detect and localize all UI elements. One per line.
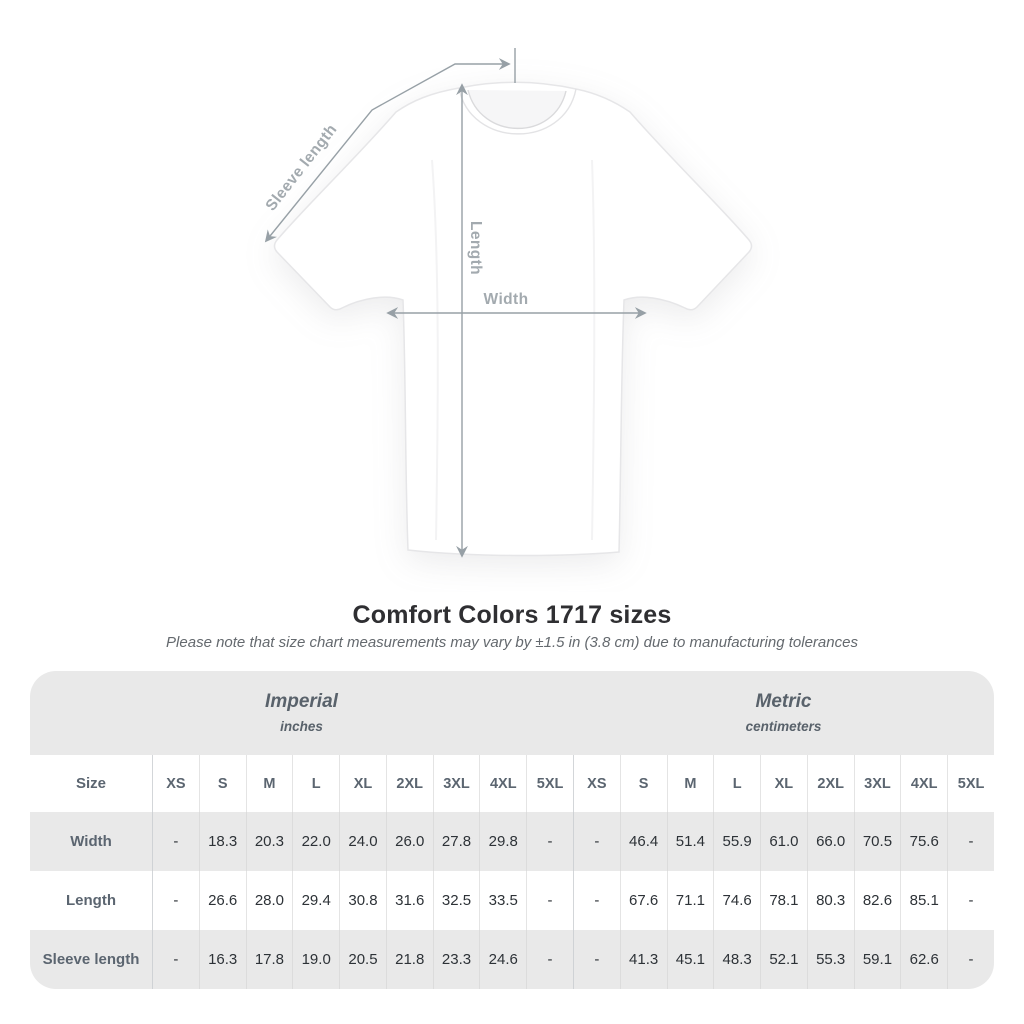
value-cell: 41.3: [620, 930, 667, 989]
value-cell: 78.1: [760, 871, 807, 930]
value-cell: -: [152, 930, 199, 989]
value-cell: 23.3: [433, 930, 480, 989]
value-cell: -: [152, 871, 199, 930]
tolerance-note: Please note that size chart measurements may vary by ±1.5 in (3.8 cm) due to manufacturing tolerances: [166, 634, 858, 651]
size-col-header-imperial-4xl: 4XL: [479, 755, 526, 812]
value-cell: -: [526, 812, 573, 871]
value-cell: 82.6: [854, 871, 901, 930]
value-cell: 70.5: [854, 812, 901, 871]
value-cell: 66.0: [807, 812, 854, 871]
imperial-label: Imperial: [265, 690, 338, 712]
value-cell: 48.3: [713, 930, 760, 989]
value-cell: 21.8: [386, 930, 433, 989]
value-cell: 30.8: [339, 871, 386, 930]
value-cell: 16.3: [199, 930, 246, 989]
value-cell: 80.3: [807, 871, 854, 930]
value-cell: 22.0: [292, 812, 339, 871]
row-label: Sleeve length: [30, 930, 152, 989]
table-row-length: [30, 871, 994, 930]
value-cell: 74.6: [713, 871, 760, 930]
imperial-group-header: [30, 671, 573, 755]
value-cell: 24.6: [479, 930, 526, 989]
value-cell: 52.1: [760, 930, 807, 989]
size-col-header-imperial-xs: XS: [152, 755, 199, 812]
value-cell: 33.5: [479, 871, 526, 930]
value-cell: 51.4: [667, 812, 714, 871]
value-cell: 20.3: [246, 812, 293, 871]
size-header-row: [30, 755, 994, 812]
table-row-sleeve-length: [30, 930, 994, 989]
value-cell: -: [573, 871, 620, 930]
value-cell: 61.0: [760, 812, 807, 871]
size-col-header-metric-2xl: 2XL: [807, 755, 854, 812]
measurement-rows: [30, 812, 994, 989]
page-title: Comfort Colors 1717 sizes: [352, 601, 672, 629]
row-label: Width: [30, 812, 152, 871]
row-label: Length: [30, 871, 152, 930]
size-col-header-imperial-m: M: [246, 755, 293, 812]
unit-group-row: [30, 671, 994, 755]
size-table: [30, 671, 994, 989]
value-cell: 24.0: [339, 812, 386, 871]
value-cell: 26.6: [199, 871, 246, 930]
value-cell: 28.0: [246, 871, 293, 930]
value-cell: 31.6: [386, 871, 433, 930]
value-cell: 17.8: [246, 930, 293, 989]
size-col-header-metric-xs: XS: [573, 755, 620, 812]
value-cell: -: [573, 812, 620, 871]
tshirt-shape: [275, 82, 752, 555]
value-cell: -: [152, 812, 199, 871]
value-cell: 62.6: [900, 930, 947, 989]
value-cell: 55.3: [807, 930, 854, 989]
metric-unit-label: centimeters: [745, 719, 822, 735]
imperial-unit-label: inches: [280, 719, 323, 735]
value-cell: -: [526, 871, 573, 930]
value-cell: 32.5: [433, 871, 480, 930]
metric-label: Metric: [755, 690, 812, 712]
value-cell: -: [947, 930, 994, 989]
size-col-header-imperial-xl: XL: [339, 755, 386, 812]
value-cell: -: [573, 930, 620, 989]
value-cell: 19.0: [292, 930, 339, 989]
value-cell: -: [947, 871, 994, 930]
value-cell: 27.8: [433, 812, 480, 871]
length-dimension-label: Length: [467, 220, 484, 276]
value-cell: 45.1: [667, 930, 714, 989]
value-cell: 67.6: [620, 871, 667, 930]
value-cell: 46.4: [620, 812, 667, 871]
value-cell: 29.4: [292, 871, 339, 930]
size-col-header-metric-s: S: [620, 755, 667, 812]
value-cell: -: [947, 812, 994, 871]
size-col-header-imperial-l: L: [292, 755, 339, 812]
value-cell: 26.0: [386, 812, 433, 871]
value-cell: 18.3: [199, 812, 246, 871]
table-row-width: [30, 812, 994, 871]
value-cell: 71.1: [667, 871, 714, 930]
size-col-header-imperial-s: S: [199, 755, 246, 812]
size-column-title: Size: [30, 755, 152, 812]
size-col-header-metric-m: M: [667, 755, 714, 812]
value-cell: 75.6: [900, 812, 947, 871]
size-col-header-metric-4xl: 4XL: [900, 755, 947, 812]
size-col-header-metric-3xl: 3XL: [854, 755, 901, 812]
metric-group-header: [573, 671, 994, 755]
size-col-header-metric-xl: XL: [760, 755, 807, 812]
value-cell: 59.1: [854, 930, 901, 989]
value-cell: 85.1: [900, 871, 947, 930]
size-col-header-metric-5xl: 5XL: [947, 755, 994, 812]
value-cell: -: [526, 930, 573, 989]
value-cell: 29.8: [479, 812, 526, 871]
value-cell: 55.9: [713, 812, 760, 871]
size-col-header-imperial-3xl: 3XL: [433, 755, 480, 812]
size-col-header-imperial-2xl: 2XL: [386, 755, 433, 812]
size-col-header-imperial-5xl: 5XL: [526, 755, 573, 812]
sleeve-length-dimension-label: Sleeve length: [262, 121, 341, 215]
width-dimension-label: Width: [483, 291, 529, 308]
value-cell: 20.5: [339, 930, 386, 989]
size-col-header-metric-l: L: [713, 755, 760, 812]
